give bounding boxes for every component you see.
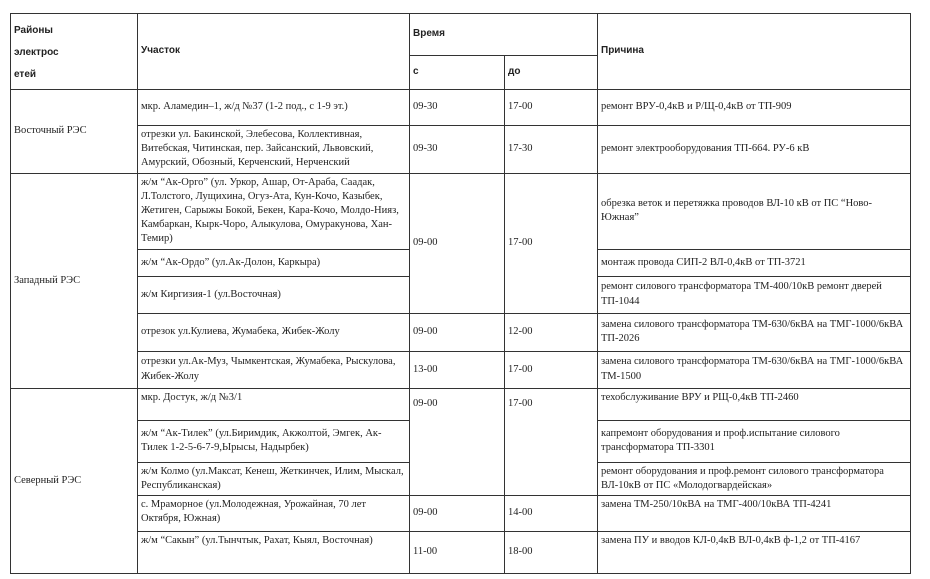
table-row <box>11 496 911 532</box>
area-cell: ж/м Колмо (ул.Максат, Кенеш, Жеткинчек, Илим, Мыскал, Республиканская) <box>138 462 410 495</box>
reason-cell: ремонт оборудования и проф.ремонт силового трансформатора ВЛ-10кВ от ПС «Молодогвардейская» <box>598 462 911 495</box>
table-row <box>11 388 911 420</box>
header-district <box>11 14 138 90</box>
header-district-line: Районы <box>14 25 53 36</box>
reason-cell: техобслуживание ВРУ и РЩ-0,4кВ ТП-2460 <box>598 388 911 420</box>
time-from-cell: 09-00 <box>410 496 505 532</box>
reason-cell: обрезка веток и перетяжка проводов ВЛ-10 кВ от ПС “Ново-Южная” <box>598 173 911 249</box>
time-from-cell: 09-00 <box>410 173 505 313</box>
table-row <box>11 351 911 388</box>
header-district-line: электрос <box>14 47 59 58</box>
reason-cell: замена ТМ-250/10кВА на ТМГ-400/10кВА ТП-4241 <box>598 496 911 532</box>
reason-cell: капремонт оборудования и проф.испытание силового трансформатора ТП-3301 <box>598 420 911 462</box>
area-cell: отрезки ул. Бакинской, Элебесова, Коллективная, Витебская, Читинская, пер. Зайсанский, Львовский, Амурский, Обозный, Керченский, Нерченский <box>138 126 410 174</box>
time-from-cell: 09-30 <box>410 126 505 174</box>
time-to-cell: 14-00 <box>505 496 598 532</box>
header-reason: Причина <box>598 14 911 90</box>
time-from-cell: 09-00 <box>410 388 505 495</box>
time-from-cell: 13-00 <box>410 351 505 388</box>
header-district-line: етей <box>14 69 37 80</box>
reason-cell: ремонт силового трансформатора ТМ-400/10кВ ремонт дверей ТП-1044 <box>598 276 911 313</box>
time-from-cell: 09-30 <box>410 90 505 126</box>
reason-cell: замена силового трансформатора ТМ-630/6кВА на ТМГ-1000/6кВА ТП-2026 <box>598 313 911 351</box>
district-cell: Северный РЭС <box>11 388 138 573</box>
district-cell: Восточный РЭС <box>11 90 138 174</box>
time-to-cell: 17-00 <box>505 388 598 495</box>
header-from: с <box>410 56 505 90</box>
area-cell: мкр. Достук, ж/д №3/1 <box>138 388 410 420</box>
reason-cell: монтаж провода СИП-2 ВЛ-0,4кВ от ТП-3721 <box>598 249 911 276</box>
time-to-cell: 17-00 <box>505 173 598 313</box>
reason-cell: ремонт электрооборудования ТП-664. РУ-6 кВ <box>598 126 911 174</box>
time-from-cell: 09-00 <box>410 313 505 351</box>
area-cell: ж/м “Сакын” (ул.Тынчтык, Рахат, Кыял, Восточная) <box>138 532 410 574</box>
outage-schedule-table <box>10 13 911 574</box>
table-row <box>11 313 911 351</box>
district-cell: Западный РЭС <box>11 173 138 388</box>
header-to: до <box>505 56 598 90</box>
time-to-cell: 17-30 <box>505 126 598 174</box>
time-to-cell: 12-00 <box>505 313 598 351</box>
area-cell: ж/м “Ак-Тилек” (ул.Биримдик, Акжолтой, Эмгек, Ак-Тилек 1-2-5-6-7-9,Ырысы, Надырбек) <box>138 420 410 462</box>
area-cell: ж/м “Ак-Орго” (ул. Уркор, Ашар, От-Араба, Саадак, Л.Толстого, Лущихина, Огуз-Ата, Кун-Кочо, Казыбек, Жетиген, Сарыжы Бокой, Бекен, Кара-Кочо, Молдо-Нияз, Камбаркан, Кырк-Чоро, Алыкулова, Омуракунова, Хан-Темир) <box>138 173 410 249</box>
area-cell: мкр. Аламедин–1, ж/д №37 (1-2 под., с 1-9 эт.) <box>138 90 410 126</box>
area-cell: отрезки ул.Ак-Муз, Чымкентская, Жумабека, Рыскулова, Жибек-Жолу <box>138 351 410 388</box>
area-cell: ж/м “Ак-Ордо” (ул.Ак-Долон, Каркыра) <box>138 249 410 276</box>
time-to-cell: 17-00 <box>505 90 598 126</box>
reason-cell: замена силового трансформатора ТМ-630/6кВА на ТМГ-1000/6кВА ТМ-1500 <box>598 351 911 388</box>
reason-cell: ремонт ВРУ-0,4кВ и Р/Щ-0,4кВ от ТП-909 <box>598 90 911 126</box>
table-row <box>11 532 911 574</box>
header-section: Участок <box>138 14 410 90</box>
header-time: Время <box>410 14 598 56</box>
table-row <box>11 173 911 249</box>
time-to-cell: 18-00 <box>505 532 598 574</box>
time-from-cell: 11-00 <box>410 532 505 574</box>
header-row <box>11 14 911 56</box>
area-cell: ж/м Киргизия-1 (ул.Восточная) <box>138 276 410 313</box>
area-cell: с. Мраморное (ул.Молодежная, Урожайная, 70 лет Октября, Южная) <box>138 496 410 532</box>
table-row <box>11 126 911 174</box>
reason-cell: замена ПУ и вводов КЛ-0,4кВ ВЛ-0,4кВ ф-1,2 от ТП-4167 <box>598 532 911 574</box>
table-row <box>11 90 911 126</box>
area-cell: отрезок ул.Кулиева, Жумабека, Жибек-Жолу <box>138 313 410 351</box>
time-to-cell: 17-00 <box>505 351 598 388</box>
